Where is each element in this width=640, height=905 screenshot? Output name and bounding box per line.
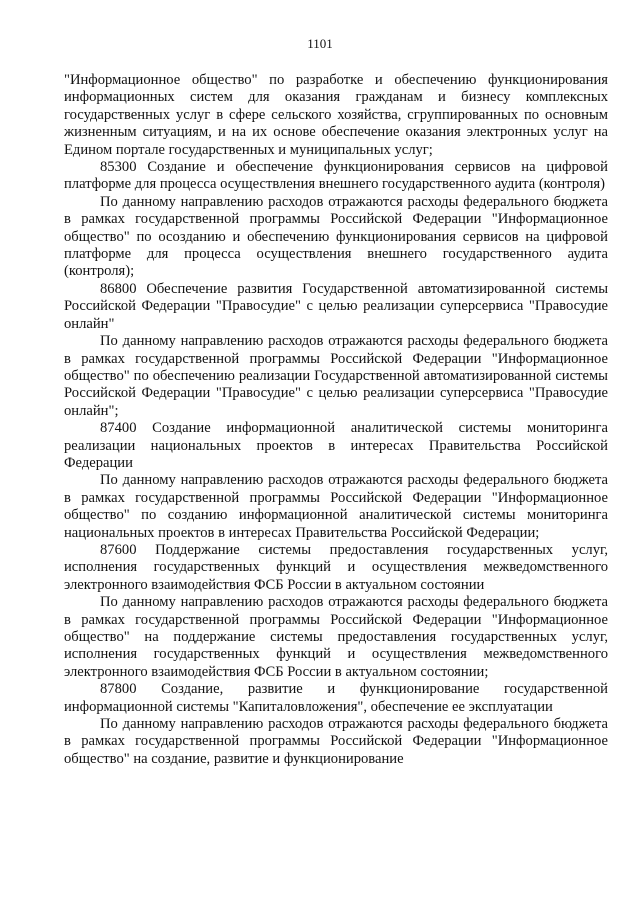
section-heading: 87600 Поддержание системы предоставления государственных услуг, исполнения государственных функций и осуществления межведомственного электронного взаимодействия ФСБ России в актуальном состоянии [64,541,608,593]
page-number: 1101 [307,36,333,51]
paragraph: По данному направлению расходов отражаются расходы федерального бюджета в рамках государственной программы Российской Федерации "Информационное общество" на поддержание системы предоставления государственных услуг, исполнения государственных функций и осуществления межведомственного электронного взаимодействия ФСБ России в актуальном состоянии; [64,594,608,680]
section-heading: 85300 Создание и обеспечение функционирования сервисов на цифровой платформе для процесса осуществления внешнего государственного аудита (контроля) [64,159,608,193]
paragraph: "Информационное общество" по разработке и обеспечению функционирования информационных систем для оказания гражданам и бизнесу комплексных государственных услуг в сфере сельского хозяйства, сгруппированных по основным жизненным ситуациям, и на их основе обеспечение оказания электронных услуг на Едином портале государственных и муниципальных услуг; [64,72,608,158]
paragraph: По данному направлению расходов отражаются расходы федерального бюджета в рамках государственной программы Российской Федерации "Информационное общество" по осозданию и обеспечению функционирования сервисов на цифровой платформе для процесса осуществления внешнего государственного аудита (контроля); [64,193,608,280]
section-heading: 87400 Создание информационной аналитической системы мониторинга реализации национальных проектов в интересах Правительства Российской Федерации [64,420,608,471]
paragraph: По данному направлению расходов отражаются расходы федерального бюджета в рамках государственной программы Российской Федерации "Информационное общество" по созданию информационной аналитической системы мониторинга национальных проектов в интересах Правительства Российской Федерации; [64,472,608,541]
document-body [64,72,608,768]
paragraph: По данному направлению расходов отражаются расходы федерального бюджета в рамках государственной программы Российской Федерации "Информационное общество" по обеспечению реализации Государственной автоматизированной системы Российской Федерации "Правосудие" с целью реализации суперсервиса "Правосудие онлайн"; [64,333,608,419]
section-heading: 87800 Создание, развитие и функционирование государственной информационной системы "Капиталовложения", обеспечение ее эксплуатации [64,681,608,715]
section-heading: 86800 Обеспечение развития Государственной автоматизированной системы Российской Федерации "Правосудие" с целью реализации суперсервиса "Правосудие онлайн" [64,280,608,332]
paragraph: По данному направлению расходов отражаются расходы федерального бюджета в рамках государственной программы Российской Федерации "Информационное общество" на создание, развитие и функционирование [64,716,608,767]
